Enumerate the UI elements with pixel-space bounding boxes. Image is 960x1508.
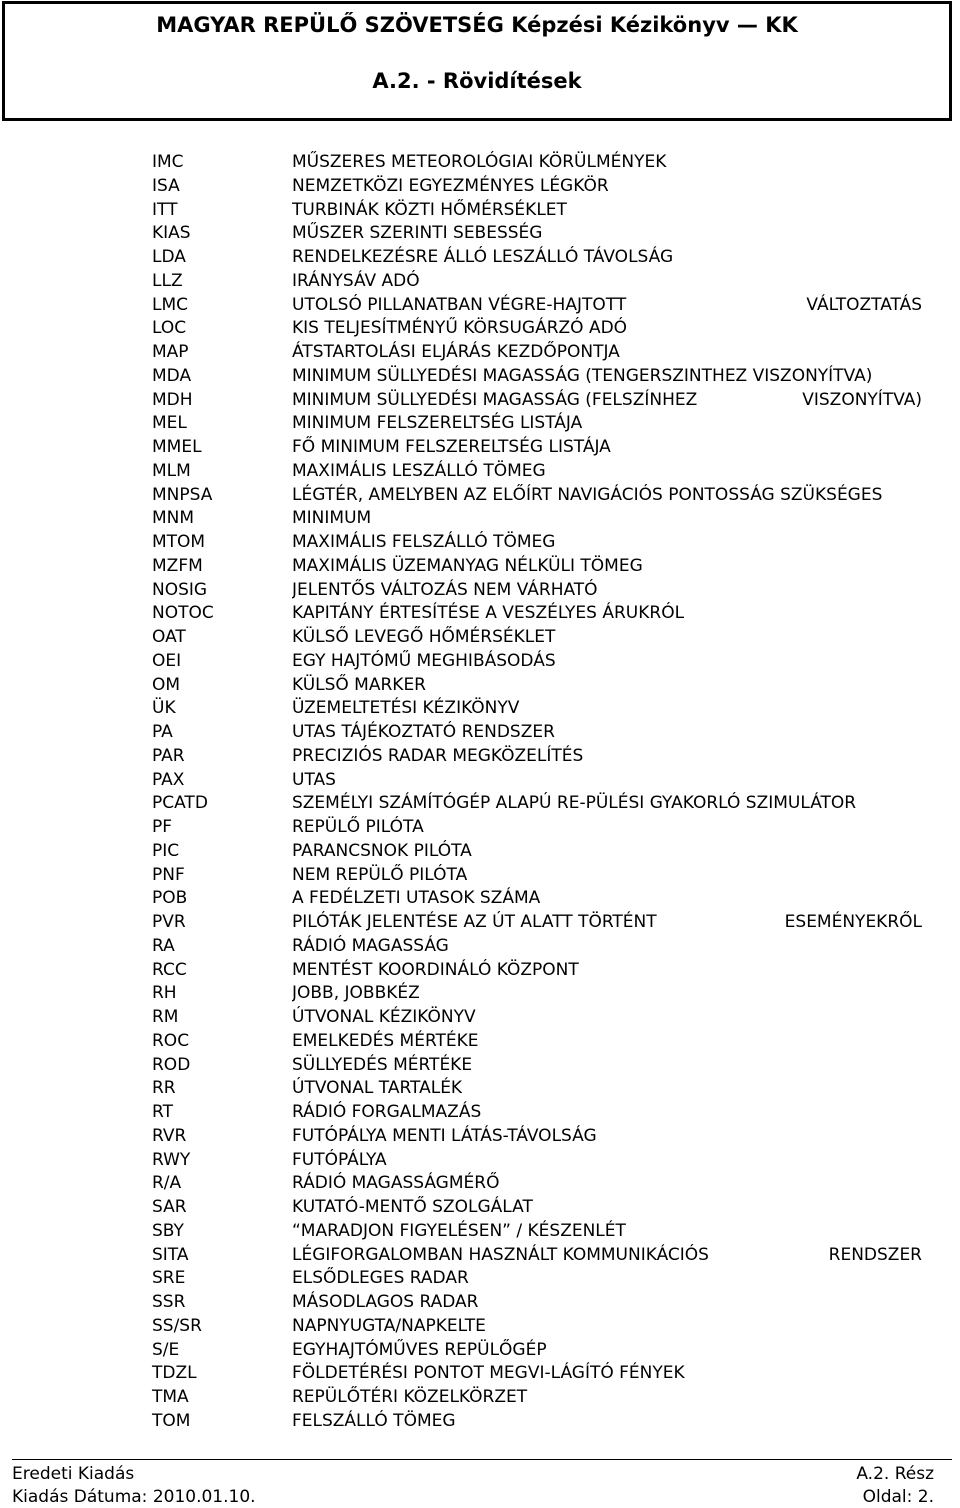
- abbreviation-code: R/A: [152, 1173, 182, 1194]
- abbreviation-meaning: [292, 341, 922, 365]
- abbreviation-code: PA: [152, 722, 173, 742]
- abbreviation-meaning-part: SÜLLYEDÉS MÉRTÉKE: [292, 1054, 473, 1075]
- footer-part-label: A.2. Rész: [856, 1464, 934, 1484]
- abbreviation-row: [0, 246, 960, 270]
- footer-issue-label: Eredeti Kiadás: [12, 1464, 135, 1484]
- abbreviation-meaning: [292, 840, 922, 864]
- abbreviation-meaning-part: NEM REPÜLŐ PILÓTA: [292, 864, 468, 885]
- abbreviation-row: [0, 1149, 960, 1173]
- abbreviation-code: RVR: [152, 1125, 187, 1146]
- abbreviation-meaning: [292, 1196, 922, 1220]
- abbreviation-code: LLZ: [152, 270, 183, 291]
- abbreviation-meaning-part: MÁSODLAGOS RADAR: [292, 1292, 479, 1312]
- abbreviation-row: [0, 555, 960, 579]
- abbreviation-row: [0, 1410, 960, 1434]
- abbreviation-meaning: [292, 1030, 922, 1054]
- abbreviation-code: ROC: [152, 1030, 190, 1051]
- abbreviation-meaning-part: KÜLSŐ LEVEGŐ HŐMÉRSÉKLET: [292, 627, 556, 647]
- abbreviation-meaning: [292, 1267, 922, 1291]
- abbreviation-meaning-part: RÁDIÓ MAGASSÁGMÉRŐ: [292, 1173, 500, 1194]
- abbreviation-meaning-part: VISZONYÍTVA): [802, 389, 922, 410]
- abbreviation-row: [0, 935, 960, 959]
- abbreviation-row: [0, 1386, 960, 1410]
- abbreviation-code: S/E: [152, 1339, 180, 1360]
- abbreviation-meaning: [292, 175, 922, 199]
- abbreviation-code: RCC: [152, 959, 187, 980]
- abbreviation-meaning: [292, 1149, 922, 1173]
- abbreviation-meaning: [292, 911, 922, 935]
- abbreviation-row: [0, 294, 960, 318]
- abbreviation-meaning-part: KAPITÁNY ÉRTESÍTÉSE A VESZÉLYES ÁRUKRÓL: [292, 603, 685, 624]
- abbreviation-code: POB: [152, 888, 188, 909]
- abbreviation-code: PAR: [152, 745, 185, 766]
- abbreviation-meaning: [292, 674, 922, 698]
- abbreviation-code: PVR: [152, 912, 186, 932]
- abbreviation-meaning: [292, 1244, 922, 1268]
- abbreviation-meaning: [292, 412, 922, 436]
- abbreviation-row: [0, 602, 960, 626]
- abbreviation-code: MNM: [152, 508, 195, 529]
- footer-row-issue: [12, 1463, 934, 1485]
- abbreviation-meaning-part: “MARADJON FIGYELÉSEN” / KÉSZENLÉT: [292, 1220, 626, 1241]
- abbreviation-row: [0, 721, 960, 745]
- abbreviation-row: [0, 816, 960, 840]
- abbreviation-code: NOTOC: [152, 603, 214, 624]
- abbreviation-meaning: [292, 507, 922, 531]
- abbreviation-meaning: [292, 697, 922, 721]
- abbreviation-meaning: [292, 1315, 922, 1339]
- abbreviation-row: [0, 365, 960, 389]
- abbreviation-meaning-part: RENDELKEZÉSRE ÁLLÓ LESZÁLLÓ TÁVOLSÁG: [292, 247, 674, 267]
- abbreviation-meaning-part: UTOLSÓ PILLANATBAN VÉGRE-HAJTOTT: [292, 294, 627, 315]
- abbreviation-meaning: [292, 1339, 922, 1363]
- abbreviation-meaning-part: UTAS: [292, 769, 336, 790]
- abbreviation-row: [0, 1077, 960, 1101]
- abbreviation-meaning-part: A FEDÉLZETI UTASOK SZÁMA: [292, 888, 541, 909]
- abbreviation-meaning: [292, 982, 922, 1006]
- abbreviation-row: [0, 270, 960, 294]
- abbreviation-code: PIC: [152, 840, 180, 861]
- abbreviation-meaning: [292, 1077, 922, 1101]
- abbreviation-row: [0, 1291, 960, 1315]
- abbreviation-code: MDH: [152, 389, 193, 410]
- document-title: MAGYAR REPÜLŐ SZÖVETSÉG Képzési Kézikönyv — KK: [156, 13, 798, 37]
- abbreviation-meaning-part: FÖLDETÉRÉSI PONTOT MEGVI-LÁGÍTÓ FÉNYEK: [292, 1363, 685, 1384]
- abbreviation-meaning-part: JELENTŐS VÁLTOZÁS NEM VÁRHATÓ: [292, 579, 598, 600]
- abbreviation-code: ITT: [152, 199, 178, 220]
- abbreviation-code: PAX: [152, 769, 185, 790]
- abbreviation-meaning-part: VÁLTOZTATÁS: [806, 294, 922, 315]
- abbreviation-row: [0, 579, 960, 603]
- abbreviation-code: ÜK: [152, 698, 176, 719]
- abbreviation-row: [0, 697, 960, 721]
- abbreviation-meaning: [292, 864, 922, 888]
- abbreviation-meaning: [292, 1291, 922, 1315]
- abbreviation-row: [0, 317, 960, 341]
- abbreviation-meaning-part: ÚTVONAL TARTALÉK: [292, 1078, 463, 1099]
- abbreviation-code: RR: [152, 1078, 176, 1099]
- abbreviation-code: MTOM: [152, 532, 206, 552]
- abbreviation-code: SS/SR: [152, 1315, 202, 1336]
- abbreviation-row: [0, 1101, 960, 1125]
- abbreviation-meaning-part: RÁDIÓ FORGALMAZÁS: [292, 1102, 482, 1122]
- abbreviation-row: [0, 484, 960, 508]
- abbreviation-meaning-part: REPÜLŐ PILÓTA: [292, 817, 424, 837]
- abbreviation-code: RT: [152, 1102, 173, 1122]
- abbreviation-code: SRE: [152, 1268, 186, 1289]
- abbreviation-code: RM: [152, 1007, 179, 1027]
- abbreviation-row: [0, 1362, 960, 1386]
- abbreviation-meaning-part: PILÓTÁK JELENTÉSE AZ ÚT ALATT TÖRTÉNT: [292, 912, 657, 932]
- abbreviation-row: [0, 864, 960, 888]
- abbreviation-meaning-part: MINIMUM SÜLLYEDÉSI MAGASSÁG (FELSZÍNHEZ: [292, 389, 698, 410]
- abbreviation-meaning-part: EMELKEDÉS MÉRTÉKE: [292, 1030, 479, 1051]
- abbreviation-meaning: [292, 555, 922, 579]
- abbreviation-meaning: [292, 199, 922, 223]
- abbreviation-row: [0, 1315, 960, 1339]
- abbreviation-code: SBY: [152, 1220, 184, 1241]
- abbreviation-row: [0, 1006, 960, 1030]
- abbreviation-meaning: [292, 579, 922, 603]
- abbreviation-meaning: [292, 1172, 922, 1196]
- abbreviation-row: [0, 1244, 960, 1268]
- abbreviation-row: [0, 1172, 960, 1196]
- abbreviation-meaning: [292, 721, 922, 745]
- abbreviation-code: OM: [152, 674, 181, 695]
- abbreviation-meaning-part: MINIMUM: [292, 508, 372, 529]
- abbreviation-code: IMC: [152, 152, 184, 172]
- abbreviation-list: [0, 151, 960, 1434]
- abbreviation-meaning-part: SZEMÉLYI SZÁMÍTÓGÉP ALAPÚ RE-PÜLÉSI GYAKORLÓ SZIMULÁTOR: [292, 793, 857, 814]
- abbreviation-row: [0, 887, 960, 911]
- abbreviation-code: RWY: [152, 1149, 191, 1170]
- abbreviation-code: MZFM: [152, 555, 203, 576]
- abbreviation-row: [0, 650, 960, 674]
- abbreviation-meaning-part: MŰSZERES METEOROLÓGIAI KÖRÜLMÉNYEK: [292, 152, 667, 172]
- abbreviation-meaning-part: FUTÓPÁLYA: [292, 1149, 387, 1170]
- abbreviation-code: OAT: [152, 627, 186, 647]
- abbreviation-row: [0, 1339, 960, 1363]
- abbreviation-meaning-part: ÚTVONAL KÉZIKÖNYV: [292, 1007, 476, 1027]
- abbreviation-row: [0, 1267, 960, 1291]
- abbreviation-meaning-part: LÉGIFORGALOMBAN HASZNÁLT KOMMUNIKÁCIÓS: [292, 1244, 709, 1265]
- abbreviation-row: [0, 1196, 960, 1220]
- abbreviation-meaning-part: RENDSZER: [828, 1244, 922, 1265]
- abbreviation-meaning: [292, 294, 922, 318]
- abbreviation-meaning-part: PRECIZIÓS RADAR MEGKÖZELÍTÉS: [292, 745, 584, 766]
- abbreviation-meaning-part: MAXIMÁLIS FELSZÁLLÓ TÖMEG: [292, 532, 556, 552]
- abbreviation-code: ROD: [152, 1054, 191, 1075]
- abbreviation-meaning-part: EGY HAJTÓMŰ MEGHIBÁSODÁS: [292, 650, 556, 671]
- abbreviation-meaning: [292, 650, 922, 674]
- abbreviation-meaning-part: TURBINÁK KÖZTI HŐMÉRSÉKLET: [292, 199, 567, 220]
- abbreviation-meaning-part: KÜLSŐ MARKER: [292, 674, 426, 695]
- abbreviation-row: [0, 436, 960, 460]
- header-box: [2, 1, 952, 121]
- abbreviation-meaning: [292, 270, 922, 294]
- section-title: A.2. - Rövidítések: [372, 69, 582, 93]
- abbreviation-code: PF: [152, 817, 173, 837]
- abbreviation-meaning-part: RÁDIÓ MAGASSÁG: [292, 935, 449, 956]
- abbreviation-meaning-part: REPÜLŐTÉRI KÖZELKÖRZET: [292, 1387, 528, 1407]
- abbreviation-code: SSR: [152, 1292, 186, 1312]
- abbreviation-code: PCATD: [152, 793, 208, 814]
- abbreviation-code: TDZL: [152, 1363, 197, 1384]
- abbreviation-code: MMEL: [152, 437, 202, 457]
- abbreviation-code: OEI: [152, 650, 182, 671]
- abbreviation-meaning: [292, 389, 922, 413]
- abbreviation-meaning: [292, 1125, 922, 1149]
- abbreviation-code: TMA: [152, 1387, 189, 1407]
- footer-divider: [12, 1459, 952, 1460]
- abbreviation-meaning: [292, 935, 922, 959]
- abbreviation-meaning: [292, 1220, 922, 1244]
- abbreviation-meaning: [292, 816, 922, 840]
- abbreviation-meaning-part: ELSŐDLEGES RADAR: [292, 1268, 469, 1289]
- abbreviation-code: RA: [152, 935, 175, 956]
- abbreviation-meaning-part: FŐ MINIMUM FELSZERELTSÉG LISTÁJA: [292, 437, 611, 457]
- abbreviation-meaning: [292, 1054, 922, 1078]
- abbreviation-row: [0, 1125, 960, 1149]
- abbreviation-meaning-part: KIS TELJESÍTMÉNYŰ KÖRSUGÁRZÓ ADÓ: [292, 318, 628, 339]
- abbreviation-row: [0, 412, 960, 436]
- abbreviation-meaning-part: IRÁNYSÁV ADÓ: [292, 270, 420, 291]
- abbreviation-code: LMC: [152, 294, 189, 315]
- abbreviation-meaning-part: PARANCSNOK PILÓTA: [292, 840, 472, 861]
- abbreviation-meaning: [292, 317, 922, 341]
- abbreviation-meaning-part: UTAS TÁJÉKOZTATÓ RENDSZER: [292, 722, 555, 742]
- abbreviation-meaning: [292, 602, 922, 626]
- abbreviation-row: [0, 199, 960, 223]
- abbreviation-meaning-part: MAXIMÁLIS LESZÁLLÓ TÖMEG: [292, 460, 546, 481]
- abbreviation-meaning-part: EGYHAJTÓMŰVES REPÜLŐGÉP: [292, 1339, 547, 1360]
- abbreviation-meaning: [292, 365, 922, 389]
- abbreviation-code: LDA: [152, 247, 186, 267]
- abbreviation-code: MDA: [152, 365, 192, 386]
- abbreviation-meaning: [292, 959, 922, 983]
- abbreviation-row: [0, 341, 960, 365]
- abbreviation-meaning-part: FUTÓPÁLYA MENTI LÁTÁS-TÁVOLSÁG: [292, 1125, 597, 1146]
- abbreviation-row: [0, 840, 960, 864]
- abbreviation-meaning: [292, 1362, 922, 1386]
- abbreviation-meaning: [292, 769, 922, 793]
- abbreviation-code: SITA: [152, 1244, 189, 1265]
- abbreviation-meaning-part: NAPNYUGTA/NAPKELTE: [292, 1315, 486, 1336]
- abbreviation-meaning: [292, 531, 922, 555]
- abbreviation-meaning-part: KUTATÓ-MENTŐ SZOLGÁLAT: [292, 1197, 533, 1217]
- abbreviation-row: [0, 626, 960, 650]
- abbreviation-row: [0, 175, 960, 199]
- abbreviation-meaning: [292, 626, 922, 650]
- abbreviation-meaning: [292, 484, 922, 508]
- abbreviation-row: [0, 982, 960, 1006]
- footer-row-date: [12, 1486, 934, 1508]
- abbreviation-meaning: [292, 792, 922, 816]
- abbreviation-meaning-part: MINIMUM FELSZERELTSÉG LISTÁJA: [292, 413, 583, 434]
- abbreviation-row: [0, 911, 960, 935]
- abbreviation-meaning-part: ÜZEMELTETÉSI KÉZIKÖNYV: [292, 698, 520, 719]
- abbreviation-code: KIAS: [152, 223, 191, 244]
- abbreviation-code: LOC: [152, 318, 187, 339]
- abbreviation-meaning: [292, 436, 922, 460]
- abbreviation-code: SAR: [152, 1197, 187, 1217]
- abbreviation-meaning-part: MINIMUM SÜLLYEDÉSI MAGASSÁG (TENGERSZINTHEZ VISZONYÍTVA): [292, 365, 873, 386]
- abbreviation-meaning-part: FELSZÁLLÓ TÖMEG: [292, 1410, 456, 1431]
- abbreviation-meaning-part: ÁTSTARTOLÁSI ELJÁRÁS KEZDŐPONTJA: [292, 342, 620, 362]
- abbreviation-row: [0, 674, 960, 698]
- abbreviation-meaning-part: MAXIMÁLIS ÜZEMANYAG NÉLKÜLI TÖMEG: [292, 555, 643, 576]
- abbreviation-meaning: [292, 222, 922, 246]
- abbreviation-meaning: [292, 1101, 922, 1125]
- abbreviation-meaning-part: LÉGTÉR, AMELYBEN AZ ELŐÍRT NAVIGÁCIÓS PONTOSSÁG SZÜKSÉGES: [292, 484, 883, 505]
- abbreviation-code: TOM: [152, 1410, 191, 1431]
- abbreviation-code: NOSIG: [152, 579, 208, 600]
- abbreviation-meaning: [292, 246, 922, 270]
- abbreviation-row: [0, 222, 960, 246]
- abbreviation-row: [0, 745, 960, 769]
- abbreviation-meaning: [292, 1006, 922, 1030]
- abbreviation-meaning: [292, 151, 922, 175]
- abbreviation-meaning-part: JOBB, JOBBKÉZ: [292, 983, 420, 1004]
- abbreviation-code: MLM: [152, 460, 191, 481]
- abbreviation-code: MNPSA: [152, 484, 213, 505]
- abbreviation-meaning-part: MŰSZER SZERINTI SEBESSÉG: [292, 223, 543, 244]
- abbreviation-row: [0, 1220, 960, 1244]
- abbreviation-meaning: [292, 887, 922, 911]
- abbreviation-row: [0, 460, 960, 484]
- abbreviation-row: [0, 151, 960, 175]
- abbreviation-row: [0, 531, 960, 555]
- abbreviation-row: [0, 507, 960, 531]
- abbreviation-row: [0, 959, 960, 983]
- footer-page-label: Oldal: 2.: [862, 1487, 934, 1507]
- abbreviation-row: [0, 769, 960, 793]
- abbreviation-meaning-part: NEMZETKÖZI EGYEZMÉNYES LÉGKÖR: [292, 175, 609, 196]
- abbreviation-row: [0, 792, 960, 816]
- abbreviation-meaning: [292, 745, 922, 769]
- abbreviation-meaning: [292, 1410, 922, 1434]
- abbreviation-row: [0, 1030, 960, 1054]
- footer-date-label: Kiadás Dátuma: 2010.01.10.: [12, 1487, 256, 1507]
- abbreviation-meaning-part: ESEMÉNYEKRŐL: [784, 912, 922, 932]
- abbreviation-code: PNF: [152, 864, 185, 885]
- abbreviation-code: ISA: [152, 175, 180, 196]
- abbreviation-meaning-part: MENTÉST KOORDINÁLÓ KÖZPONT: [292, 959, 579, 980]
- abbreviation-meaning: [292, 1386, 922, 1410]
- abbreviation-row: [0, 1054, 960, 1078]
- abbreviation-meaning: [292, 460, 922, 484]
- abbreviation-code: MEL: [152, 413, 187, 434]
- abbreviation-code: RH: [152, 983, 177, 1004]
- abbreviation-code: MAP: [152, 342, 189, 362]
- abbreviation-row: [0, 389, 960, 413]
